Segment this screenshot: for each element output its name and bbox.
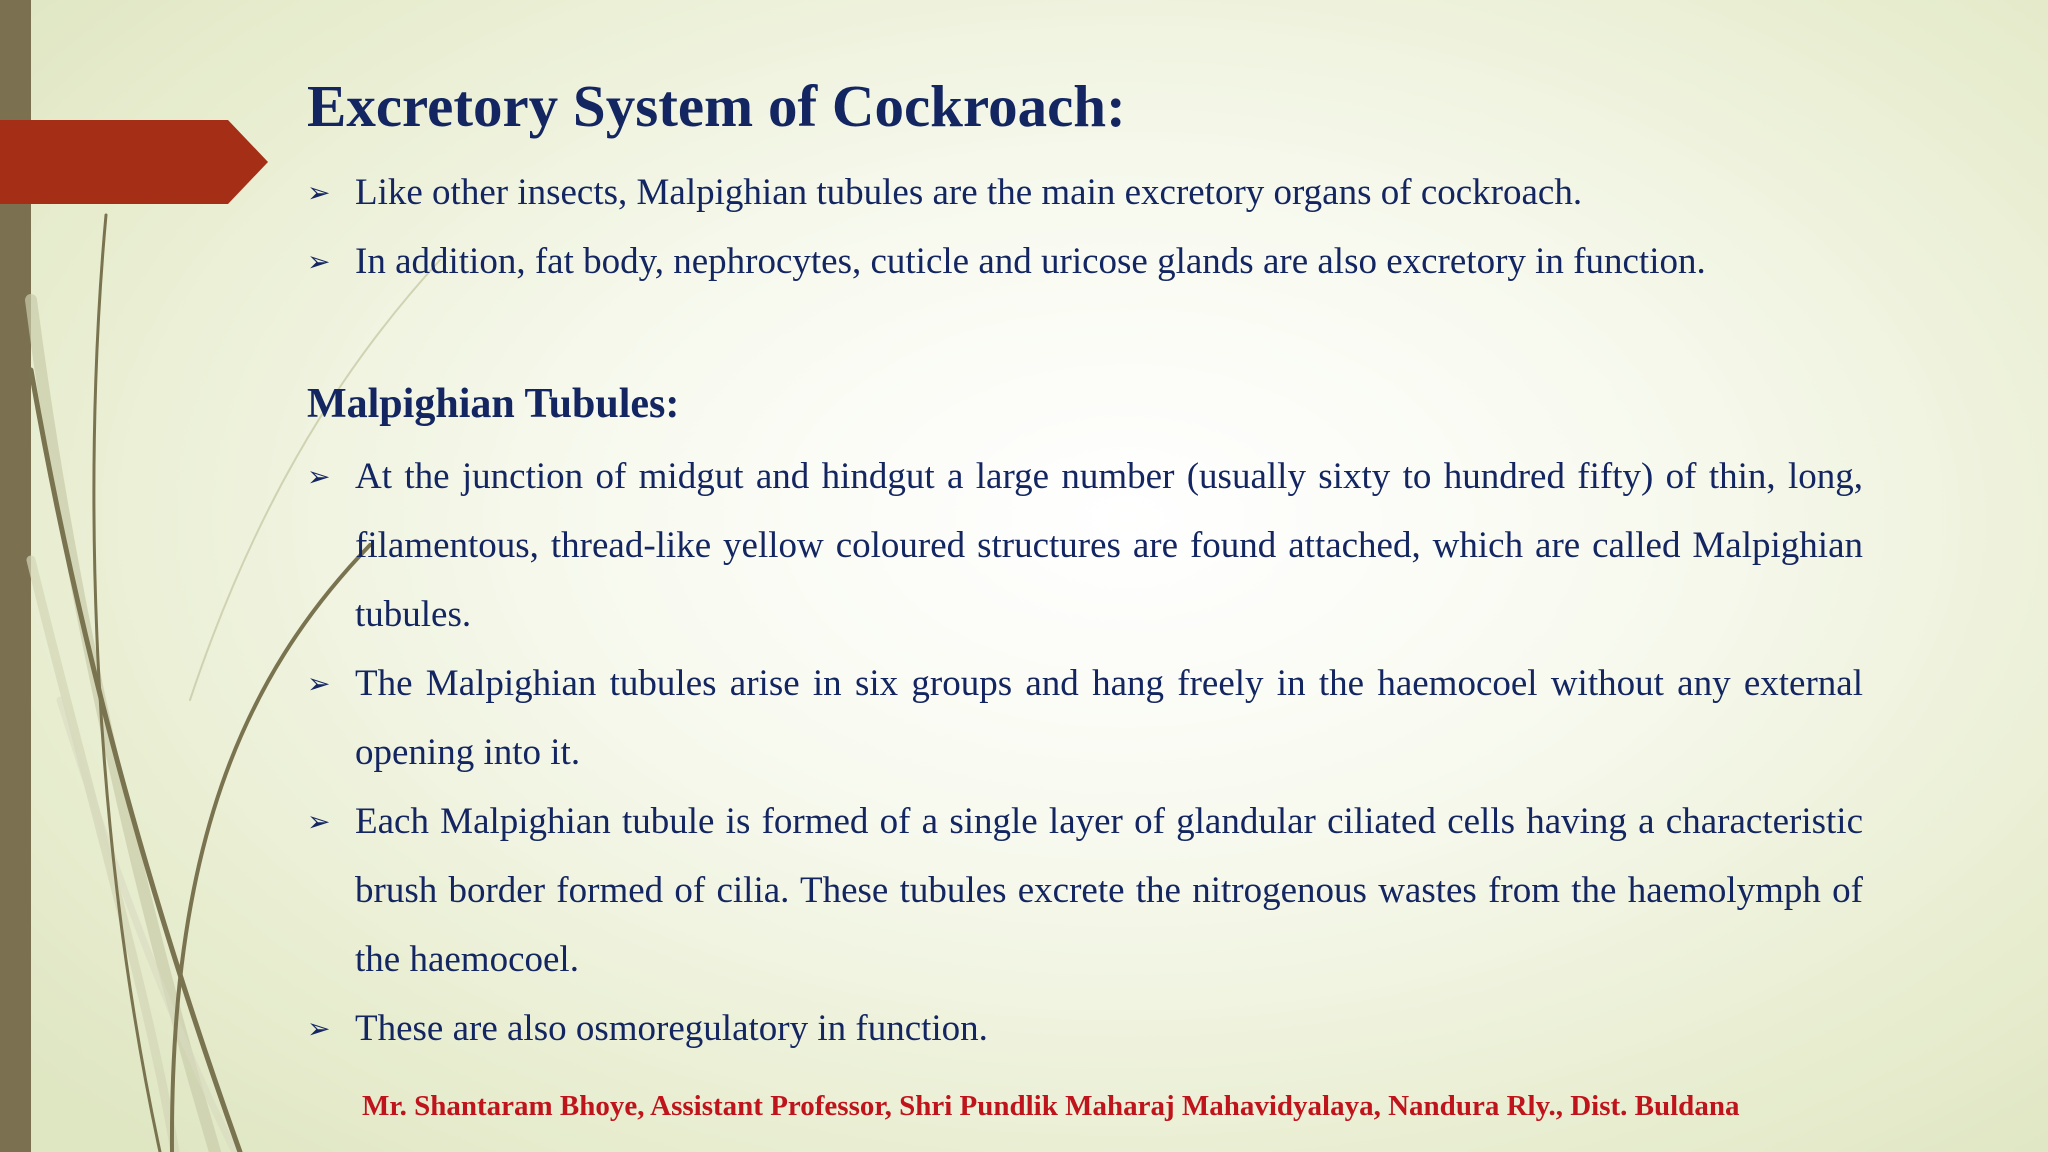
bullet-text: In addition, fat body, nephrocytes, cuticle and uricose glands are also excretory in function. — [355, 241, 1706, 282]
footer-credit: Mr. Shantaram Bhoye, Assistant Professor, Shri Pundlik Maharaj Mahavidyalaya, Nandura Rly., Dist. Buldana — [362, 1090, 1740, 1122]
bullet-text: The Malpighian tubules arise in six groups and hang freely in the haemocoel without any external opening into it. — [355, 663, 1863, 773]
bullet-text: Like other insects, Malpighian tubules are the main excretory organs of cockroach. — [355, 172, 1583, 213]
bullet-arrow-icon: ➢ — [307, 667, 331, 700]
list-item — [307, 442, 1863, 649]
tubule-bullet-list — [307, 442, 1863, 1063]
list-item — [307, 158, 1863, 227]
bullet-arrow-icon: ➢ — [307, 460, 331, 493]
bullet-text: Each Malpighian tubule is formed of a single layer of glandular ciliated cells having a characteristic brush border formed of cilia. These tubules excrete the nitrogenous wastes from the haemolymph of the haemocoel. — [355, 801, 1863, 980]
list-item — [307, 994, 1863, 1063]
list-item — [307, 649, 1863, 787]
stem-light-2 — [31, 560, 175, 1152]
bullet-text: These are also osmoregulatory in function. — [355, 1008, 988, 1049]
bullet-arrow-icon: ➢ — [307, 1012, 331, 1045]
bullet-arrow-icon: ➢ — [307, 805, 331, 838]
bullet-arrow-icon: ➢ — [307, 245, 331, 278]
list-item — [307, 227, 1863, 296]
bullet-arrow-icon: ➢ — [307, 176, 331, 209]
bullet-text: At the junction of midgut and hindgut a large number (usually sixty to hundred fifty) of thin, long, filamentous, thread-like yellow coloured structures are found attached, which are called Malpighian tubules. — [355, 456, 1863, 635]
stem-light-1 — [31, 300, 215, 1152]
intro-bullet-list — [307, 158, 1863, 296]
section-heading: Malpighian Tubules: — [307, 381, 680, 427]
title-accent-tab — [0, 120, 268, 204]
slide-title: Excretory System of Cockroach: — [307, 73, 1126, 139]
list-item — [307, 787, 1863, 994]
